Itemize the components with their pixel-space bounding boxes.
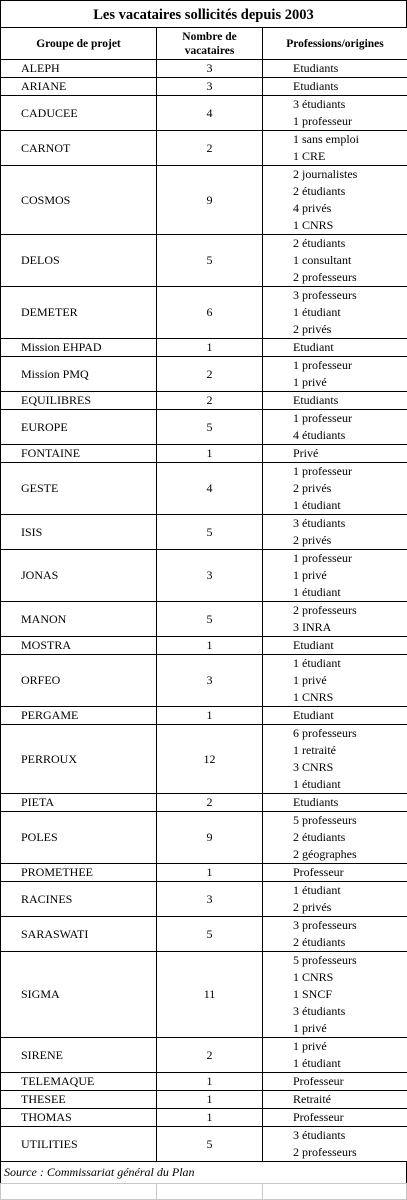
cell-professions (263, 655, 407, 707)
cell-count: 3 (157, 550, 263, 602)
profession-line: 2 étudiants (293, 183, 407, 200)
cell-count: 1 (157, 707, 263, 725)
table-row (1, 1109, 407, 1127)
cell-count: 2 (157, 392, 263, 410)
cell-professions (263, 1091, 407, 1109)
cell-professions (263, 812, 407, 864)
profession-line: 3 CNRS (293, 759, 407, 776)
cell-count: 1 (157, 637, 263, 655)
profession-line: 6 professeurs (293, 725, 407, 742)
profession-line: 1 privé (293, 567, 407, 584)
profession-line: 1 étudiant (293, 655, 407, 672)
profession-line: Etudiants (293, 392, 407, 409)
cell-group: SARASWATI (1, 917, 157, 952)
table-row (1, 1091, 407, 1109)
cell-count: 9 (157, 166, 263, 235)
profession-line: 1 professeur (293, 357, 407, 374)
cell-group: FONTAINE (1, 445, 157, 463)
profession-line: 1 professeur (293, 410, 407, 427)
table-row (1, 339, 407, 357)
cell-group: EUROPE (1, 410, 157, 445)
profession-line: 2 étudiants (293, 235, 407, 252)
cell-group: TELEMAQUE (1, 1073, 157, 1091)
profession-line: Etudiant (293, 637, 407, 654)
cell-group: COSMOS (1, 166, 157, 235)
profession-line: 1 CNRS (293, 689, 407, 706)
table-row (1, 864, 407, 882)
cell-group: DELOS (1, 235, 157, 287)
header-group: Groupe de projet (1, 28, 157, 60)
cell-count: 3 (157, 78, 263, 96)
table-row (1, 445, 407, 463)
profession-line: 1 privé (293, 1020, 407, 1037)
table-row (1, 882, 407, 917)
cell-count: 3 (157, 882, 263, 917)
profession-line: 1 retraité (293, 742, 407, 759)
profession-line: 3 étudiants (293, 515, 407, 532)
table-row (1, 131, 407, 166)
cell-group: SIGMA (1, 952, 157, 1038)
cell-count: 4 (157, 463, 263, 515)
table-row (1, 357, 407, 392)
table-body (1, 60, 407, 1162)
cell-count: 5 (157, 235, 263, 287)
profession-line: 1 étudiant (293, 304, 407, 321)
profession-line: 2 étudiants (293, 934, 407, 951)
table-row (1, 812, 407, 864)
table-row (1, 235, 407, 287)
header-count (157, 28, 263, 60)
profession-line: Etudiants (293, 78, 407, 95)
table-row (1, 952, 407, 1038)
cell-count: 2 (157, 357, 263, 392)
cell-professions (263, 637, 407, 655)
table-header-row (1, 28, 407, 60)
table-row (1, 515, 407, 550)
profession-line: 2 privés (293, 321, 407, 338)
cell-professions (263, 952, 407, 1038)
cell-group: Mission PMQ (1, 357, 157, 392)
cell-group: POLES (1, 812, 157, 864)
cell-count: 1 (157, 445, 263, 463)
table-row (1, 410, 407, 445)
cell-group: PERGAME (1, 707, 157, 725)
cell-professions (263, 1127, 407, 1162)
cell-count: 6 (157, 287, 263, 339)
profession-line: Professeur (293, 1109, 407, 1126)
cell-count: 1 (157, 1109, 263, 1127)
cell-count: 9 (157, 812, 263, 864)
profession-line: Etudiant (293, 339, 407, 356)
profession-line: 5 professeurs (293, 952, 407, 969)
profession-line: 3 professeurs (293, 917, 407, 934)
footer-cell (1, 1184, 157, 1199)
table-row (1, 463, 407, 515)
cell-professions (263, 864, 407, 882)
cell-count: 1 (157, 339, 263, 357)
cell-group: MOSTRA (1, 637, 157, 655)
table-row (1, 1073, 407, 1091)
profession-line: 2 géographes (293, 846, 407, 863)
table-row (1, 287, 407, 339)
cell-professions (263, 339, 407, 357)
profession-line: 1 professeur (293, 113, 407, 130)
profession-line: 3 INRA (293, 619, 407, 636)
cell-professions (263, 445, 407, 463)
profession-line: 2 étudiants (293, 829, 407, 846)
profession-line: 4 étudiants (293, 427, 407, 444)
cell-professions (263, 515, 407, 550)
table-row (1, 917, 407, 952)
cell-count: 11 (157, 952, 263, 1038)
cell-count: 3 (157, 60, 263, 78)
cell-group: ISIS (1, 515, 157, 550)
profession-line: Etudiants (293, 60, 407, 77)
profession-line: 2 professeurs (293, 602, 407, 619)
footer-grid (0, 1183, 407, 1200)
cell-professions (263, 463, 407, 515)
cell-group: Mission EHPAD (1, 339, 157, 357)
table-title: Les vacataires sollicités depuis 2003 (0, 0, 407, 27)
table-row (1, 655, 407, 707)
cell-professions (263, 1038, 407, 1073)
footer-cell (263, 1184, 406, 1199)
table-row (1, 550, 407, 602)
profession-line: 1 privé (293, 374, 407, 391)
profession-line: 1 consultant (293, 252, 407, 269)
profession-line: Retraité (293, 1091, 407, 1108)
profession-line: 1 privé (293, 1038, 407, 1055)
profession-line: 2 professeurs (293, 1144, 407, 1161)
cell-count: 5 (157, 917, 263, 952)
cell-group: DEMETER (1, 287, 157, 339)
profession-line: 3 étudiants (293, 1127, 407, 1144)
cell-professions (263, 96, 407, 131)
table-row (1, 1127, 407, 1162)
profession-line: 1 professeur (293, 463, 407, 480)
cell-count: 2 (157, 1038, 263, 1073)
cell-group: THOMAS (1, 1109, 157, 1127)
profession-line: Etudiants (293, 794, 407, 811)
cell-count: 2 (157, 131, 263, 166)
cell-professions (263, 725, 407, 794)
cell-group: CARNOT (1, 131, 157, 166)
cell-group: UTILITIES (1, 1127, 157, 1162)
profession-line: 1 CNRS (293, 969, 407, 986)
profession-line: 1 privé (293, 672, 407, 689)
table-row (1, 637, 407, 655)
cell-group: EQUILIBRES (1, 392, 157, 410)
profession-line: Privé (293, 445, 407, 462)
cell-group: ARIANE (1, 78, 157, 96)
cell-professions (263, 235, 407, 287)
profession-line: 4 privés (293, 200, 407, 217)
cell-professions (263, 794, 407, 812)
profession-line: 1 professeur (293, 550, 407, 567)
cell-count: 5 (157, 515, 263, 550)
cell-professions (263, 1109, 407, 1127)
profession-line: 2 privés (293, 532, 407, 549)
profession-line: 2 professeurs (293, 269, 407, 286)
cell-count: 3 (157, 655, 263, 707)
cell-count: 1 (157, 1091, 263, 1109)
cell-professions (263, 707, 407, 725)
table-row (1, 602, 407, 637)
cell-professions (263, 78, 407, 96)
profession-line: 5 professeurs (293, 812, 407, 829)
table-row (1, 707, 407, 725)
cell-group: ORFEO (1, 655, 157, 707)
table-row (1, 60, 407, 78)
cell-group: JONAS (1, 550, 157, 602)
footer-cell (157, 1184, 263, 1199)
profession-line: 1 étudiant (293, 776, 407, 793)
cell-group: RACINES (1, 882, 157, 917)
profession-line: 1 SNCF (293, 986, 407, 1003)
profession-line: 3 professeurs (293, 287, 407, 304)
profession-line: 2 privés (293, 899, 407, 916)
cell-count: 2 (157, 794, 263, 812)
cell-group: SIRENE (1, 1038, 157, 1073)
cell-professions (263, 602, 407, 637)
cell-professions (263, 392, 407, 410)
profession-line: 1 étudiant (293, 584, 407, 601)
cell-professions (263, 166, 407, 235)
profession-line: Professeur (293, 864, 407, 881)
cell-professions (263, 550, 407, 602)
table-row (1, 166, 407, 235)
cell-professions (263, 357, 407, 392)
profession-line: 1 étudiant (293, 1055, 407, 1072)
profession-line: Professeur (293, 1073, 407, 1090)
cell-group: THESEE (1, 1091, 157, 1109)
cell-count: 5 (157, 602, 263, 637)
profession-line: Etudiant (293, 707, 407, 724)
profession-line: 1 CNRS (293, 217, 407, 234)
profession-line: 3 étudiants (293, 96, 407, 113)
cell-count: 1 (157, 1073, 263, 1091)
cell-professions (263, 917, 407, 952)
profession-line: 1 CRE (293, 148, 407, 165)
profession-line: 1 étudiant (293, 497, 407, 514)
cell-professions (263, 287, 407, 339)
cell-group: ALEPH (1, 60, 157, 78)
cell-count: 4 (157, 96, 263, 131)
profession-line: 2 privés (293, 480, 407, 497)
header-count-line1: Nombre de (157, 30, 262, 44)
cell-professions (263, 882, 407, 917)
table-row (1, 96, 407, 131)
header-count-line2: vacataires (157, 44, 262, 58)
source-note: Source : Commissariat général du Plan (0, 1162, 407, 1183)
table-row (1, 794, 407, 812)
cell-group: PROMETHEE (1, 864, 157, 882)
profession-line: 2 journalistes (293, 166, 407, 183)
cell-professions (263, 131, 407, 166)
table-row (1, 1038, 407, 1073)
cell-count: 5 (157, 1127, 263, 1162)
cell-professions (263, 60, 407, 78)
cell-professions (263, 410, 407, 445)
profession-line: 1 sans emploi (293, 131, 407, 148)
cell-professions (263, 1073, 407, 1091)
cell-count: 5 (157, 410, 263, 445)
header-professions: Professions/origines (263, 28, 407, 60)
cell-group: MANON (1, 602, 157, 637)
profession-line: 3 étudiants (293, 1003, 407, 1020)
cell-count: 12 (157, 725, 263, 794)
cell-group: PERROUX (1, 725, 157, 794)
profession-line: 1 étudiant (293, 882, 407, 899)
table-row (1, 392, 407, 410)
table-row (1, 725, 407, 794)
cell-count: 1 (157, 864, 263, 882)
vacataires-table (0, 27, 407, 1162)
cell-group: GESTE (1, 463, 157, 515)
table-row (1, 78, 407, 96)
cell-group: CADUCEE (1, 96, 157, 131)
cell-group: PIETA (1, 794, 157, 812)
